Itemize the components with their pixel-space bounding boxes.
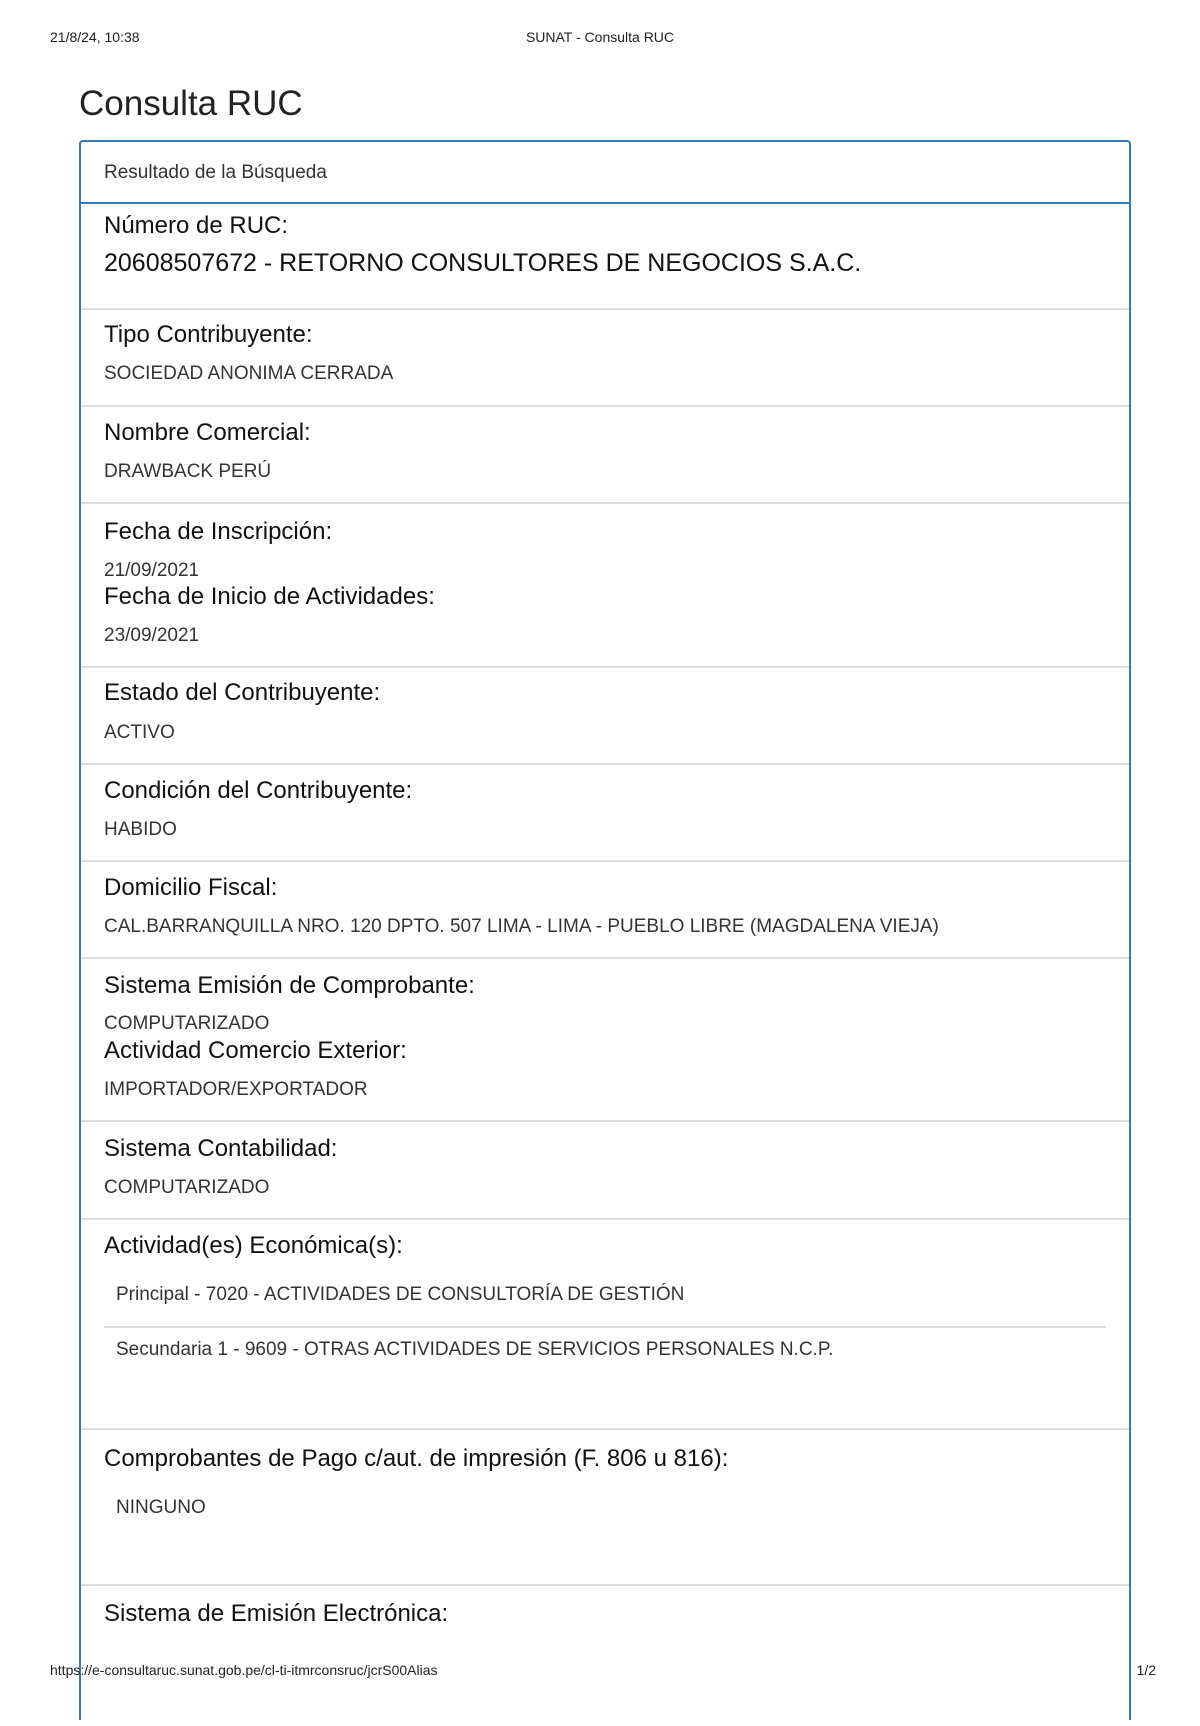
ruc-value: 20608507672 - RETORNO CONSULTORES DE NEGOCIOS S.A.C. <box>104 249 862 277</box>
comercio-exterior-value: IMPORTADOR/EXPORTADOR <box>104 1079 368 1100</box>
row-ruc <box>81 202 1129 310</box>
fecha-inscripcion-label: Fecha de Inscripción: <box>104 518 333 545</box>
row-condicion <box>81 765 1129 862</box>
sistema-emision-label: Sistema Emisión de Comprobante: <box>104 972 475 999</box>
comercio-exterior-label: Actividad Comercio Exterior: <box>104 1037 407 1064</box>
row-nombre-comercial <box>81 407 1129 504</box>
print-page-number: 1/2 <box>1136 1662 1156 1678</box>
print-date: 21/8/24, 10:38 <box>50 29 140 45</box>
estado-value: ACTIVO <box>104 722 175 743</box>
row-emision-electronica <box>81 1586 1129 1726</box>
actividad-item: Principal - 7020 - ACTIVIDADES DE CONSULTORÍA DE GESTIÓN <box>116 1284 685 1305</box>
actividad-divider <box>104 1326 1106 1328</box>
row-estado <box>81 668 1129 765</box>
row-tipo-contribuyente <box>81 310 1129 407</box>
estado-label: Estado del Contribuyente: <box>104 679 381 706</box>
fecha-inscripcion-value: 21/09/2021 <box>104 560 200 581</box>
domicilio-label: Domicilio Fiscal: <box>104 874 278 901</box>
comprobantes-label: Comprobantes de Pago c/aut. de impresión (F. 806 u 816): <box>104 1445 729 1472</box>
fecha-inicio-label: Fecha de Inicio de Actividades: <box>104 583 435 610</box>
panel-heading: Resultado de la Búsqueda <box>81 142 1129 204</box>
tipo-value: SOCIEDAD ANONIMA CERRADA <box>104 363 394 384</box>
row-contabilidad <box>81 1122 1129 1220</box>
emision-electronica-label: Sistema de Emisión Electrónica: <box>104 1600 449 1627</box>
row-domicilio <box>81 862 1129 959</box>
nombre-comercial-value: DRAWBACK PERÚ <box>104 461 272 482</box>
condicion-value: HABIDO <box>104 819 177 840</box>
tipo-label: Tipo Contribuyente: <box>104 321 313 348</box>
print-url: https://e-consultaruc.sunat.gob.pe/cl-ti-itmrconsruc/jcrS00Alias <box>50 1662 438 1678</box>
domicilio-value: CAL.BARRANQUILLA NRO. 120 DPTO. 507 LIMA - LIMA - PUEBLO LIBRE (MAGDALENA VIEJA) <box>104 916 939 937</box>
contabilidad-value: COMPUTARIZADO <box>104 1177 270 1198</box>
fecha-inicio-value: 23/09/2021 <box>104 625 200 646</box>
actividad-item: Secundaria 1 - 9609 - OTRAS ACTIVIDADES DE SERVICIOS PERSONALES N.C.P. <box>116 1339 834 1360</box>
row-sistema-emision <box>81 959 1129 1122</box>
nombre-comercial-label: Nombre Comercial: <box>104 419 311 446</box>
results-panel <box>79 140 1131 1720</box>
row-actividades <box>81 1220 1129 1430</box>
comprobante-item: NINGUNO <box>116 1497 206 1518</box>
print-page-title: SUNAT - Consulta RUC <box>525 29 675 45</box>
ruc-label: Número de RUC: <box>104 212 289 239</box>
actividades-label: Actividad(es) Económica(s): <box>104 1232 403 1259</box>
row-fechas <box>81 504 1129 668</box>
contabilidad-label: Sistema Contabilidad: <box>104 1135 338 1162</box>
page-title: Consulta RUC <box>79 84 303 123</box>
row-comprobantes <box>81 1430 1129 1586</box>
sistema-emision-value: COMPUTARIZADO <box>104 1013 270 1034</box>
condicion-label: Condición del Contribuyente: <box>104 777 413 804</box>
